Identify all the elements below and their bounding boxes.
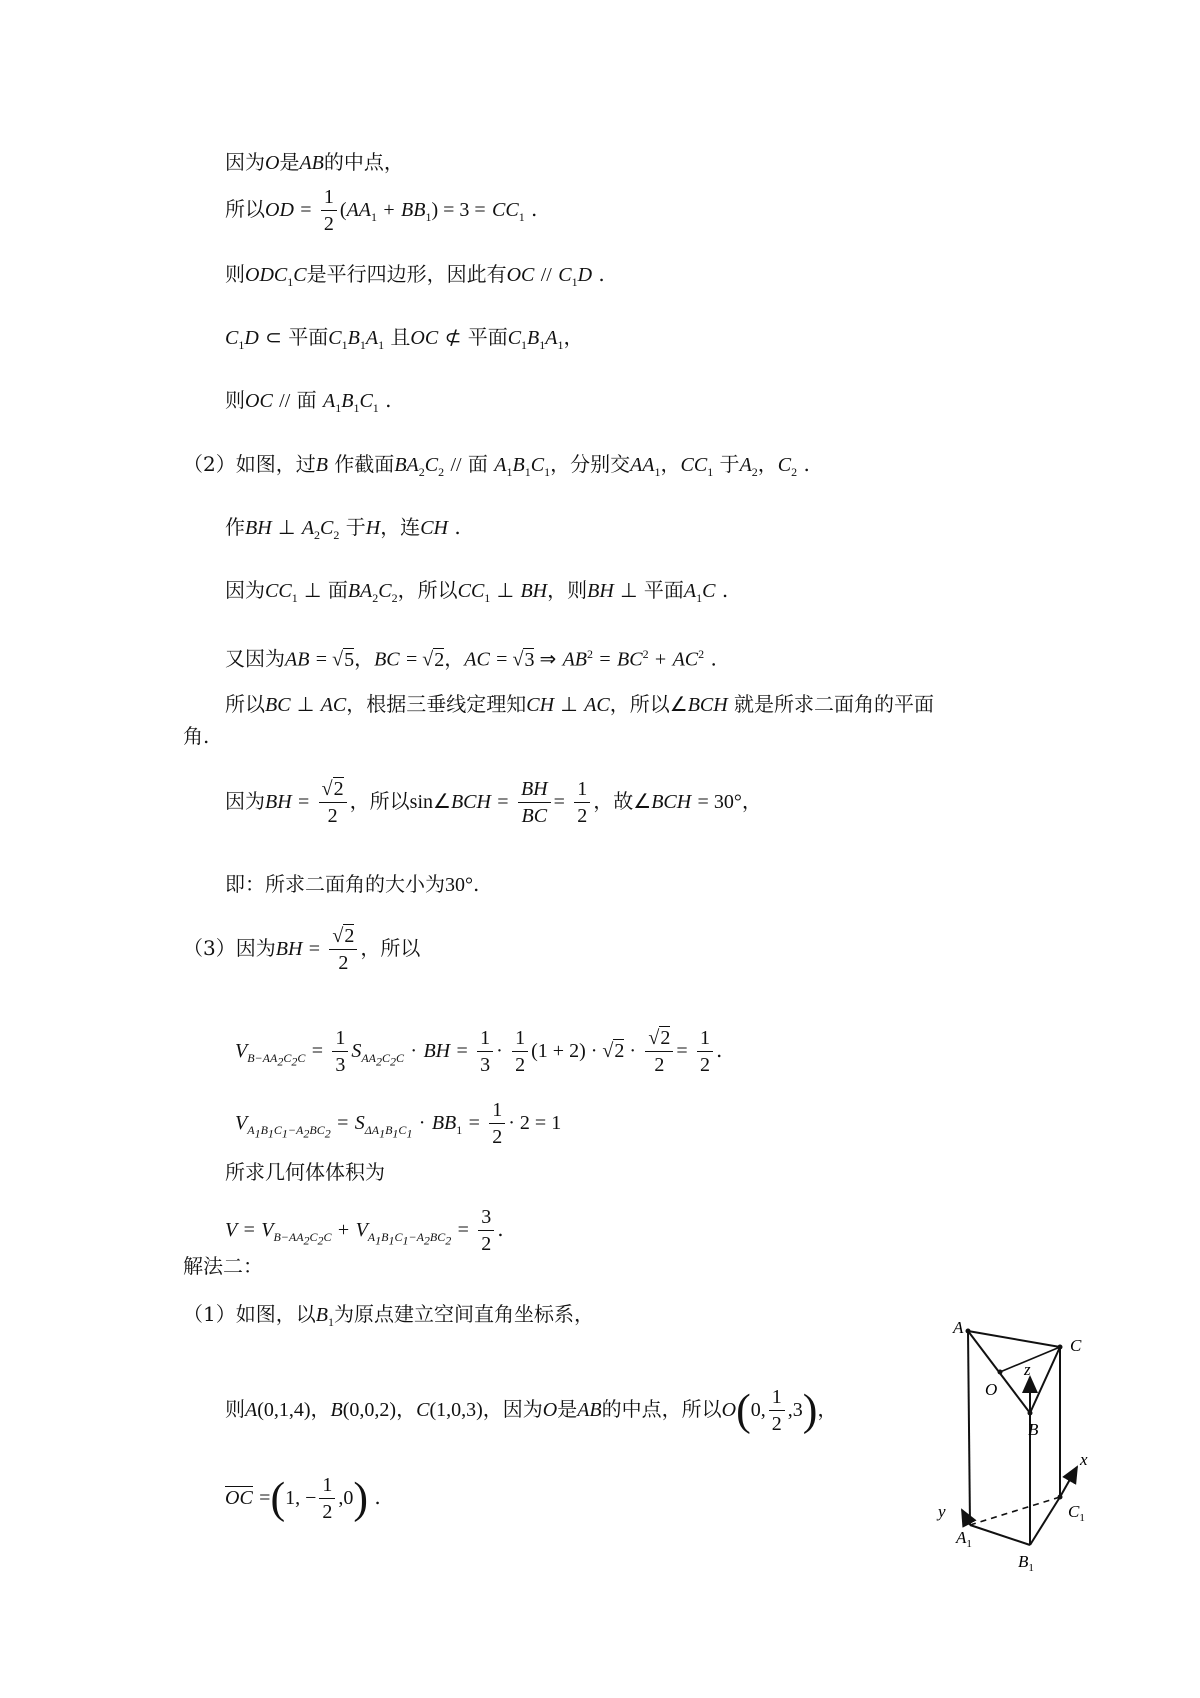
line-17: 所求几何体体积为 [225,1160,385,1184]
label-B1: $B_1$ [1018,1552,1034,1574]
line-8: 因为$CC_1$ ⊥ 面$BA_2C_2$，所以$CC_1$ ⊥ BH，则BH ⊥ 平面$A_1C$ . [225,578,729,605]
label-C1: $C_1$ [1068,1502,1085,1524]
line-7: 作BH ⊥ $A_2C_2$ 于H，连CH . [225,515,461,542]
line-13: 即：所求二面角的大小为30°. [225,872,480,896]
line-4: $C_1D$ ⊂ 平面$C_1B_1A_1$ 且OC ⊄ 平面$C_1B_1A_1$， [225,325,584,352]
label-z: z [1024,1360,1031,1379]
edge-AC [968,1331,1060,1347]
point-O [998,1370,1003,1375]
label-A: A [953,1318,964,1337]
line-22: OC =(1, − $\frac{1}{2}$ ,0) . [225,1473,381,1523]
y-axis-arrow [962,1510,970,1525]
line-20: （1）如图，以$B_1$为原点建立空间直角坐标系， [183,1302,594,1329]
label-x: x [1080,1450,1088,1469]
label-y: y [938,1502,946,1521]
line-18: $V = V_{B-AA_2C_2C} + V_{A_1B_1C_1-A_2BC_2}$ = $\frac{3}{2}$ . [225,1206,504,1255]
line-15: $V_{B-AA_2C_2C}$ = $\frac{1}{3}$ $S_{AA_2C_2C}$ · BH = $\frac{1}{3}$ · $\frac{1}{2}$ (1 + 2) · √2 · $\frac{√2}{2}$ = $\frac{1}{2}$ . [235,1027,723,1076]
edge-AA1 [968,1331,970,1525]
line-21: 则A(0,1,4)，B(0,0,2)，C(1,0,3)，因为O是AB的中点，所以O(0, $\frac{1}{2}$ ,3)， [225,1385,838,1435]
line-6: （2）如图，过B 作截面$BA_2C_2$ // 面 $A_1B_1C_1$，分别交$AA_1$，$CC_1$ 于$A_2$，$C_2$ . [183,452,810,479]
x-axis-arrow [1060,1467,1077,1497]
line-14: （3）因为BH = $\frac{√2}{2}$ ，所以 [183,925,421,974]
line-11: 角. [183,724,210,748]
edge-A1C1 [970,1497,1060,1525]
line-10: 所以BC ⊥ AC，根据三垂线定理知CH ⊥ AC，所以∠BCH 就是所求二面角的平面 [225,692,935,716]
prism-figure [920,1315,1180,1575]
line-1: 因为O是AB的中点， [225,150,404,174]
line-19: 解法二： [183,1254,263,1278]
edge-A1B1 [970,1525,1030,1545]
label-B: B [1028,1420,1039,1439]
line-9: 又因为AB = √5，BC = √2，AC = √3 ⇒ $AB^2 = BC^2 + AC^2$ . [225,646,717,671]
label-O: O [985,1380,998,1399]
line-2: 所以OD = $\frac{1}{2}$ $(AA_1 + BB_1) = 3 = CC_1$ . [225,186,538,235]
line-3: 则$ODC_1C$是平行四边形，因此有OC // $C_1D$ . [225,262,605,289]
line-12: 因为BH = $\frac{√2}{2}$ ，所以sin∠BCH = $\frac{BH}{BC}$ = $\frac{1}{2}$ ，故∠BCH = 30°， [225,778,762,827]
line-5: 则OC // 面 $A_1B_1C_1$ . [225,388,392,415]
label-C: C [1070,1336,1082,1355]
line-16: $V_{A_1B_1C_1-A_2BC_2} = S_{\Delta A_1B_1C_1} \cdot BB_1$ = $\frac{1}{2}$ · 2 = 1 [235,1099,562,1148]
label-A1: $A_1$ [956,1528,972,1550]
